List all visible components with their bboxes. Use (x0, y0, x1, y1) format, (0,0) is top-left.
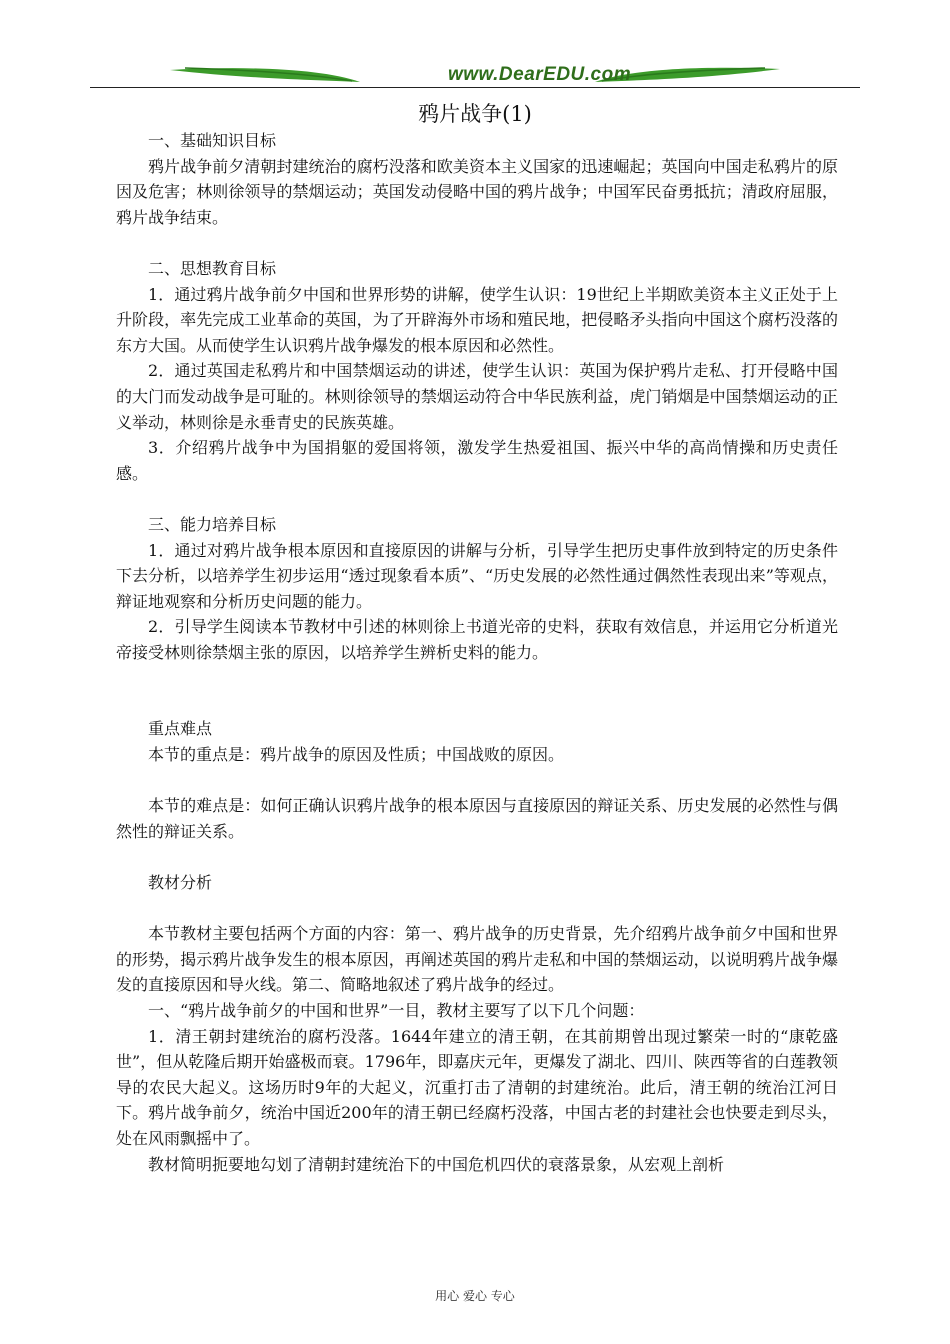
paragraph: 1．清王朝封建统治的腐朽没落。1644年建立的清王朝，在其前期曾出现过繁荣一时的“康乾盛世”，但从乾隆后期开始盛极而衰。1796年，即嘉庆元年，更爆发了湖北、四川、陕西等省的白莲教领导的农民大起义。这场历时9年的大起义，沉重打击了清朝的封建统治。此后，清王朝的统治江河日下。鸦片战争前夕，统治中国近200年的清王朝已经腐朽没落，中国古老的封建社会也快要走到尽头，处在风雨飘摇中了。 (116, 1026, 838, 1148)
paragraph: 本节教材主要包括两个方面的内容：第一、鸦片战争的历史背景，先介绍鸦片战争前夕中国和世界的形势，揭示鸦片战争发生的根本原因，再阐述英国的鸦片走私和中国的禁烟运动，以说明鸦片战争爆发的直接原因和导火线。第二、简略地叙述了鸦片战争的经过。 (116, 924, 838, 995)
paragraph: 一、“鸦片战争前夕的中国和世界”一目，教材主要写了以下几个问题： (148, 1001, 645, 1020)
paragraph: 教材简明扼要地勾划了清朝封建统治下的中国危机四伏的衰落景象，从宏观上剖析 (148, 1154, 725, 1174)
paragraph: 鸦片战争前夕清朝封建统治的腐朽没落和欧美资本主义国家的迅速崛起；英国向中国走私鸦片的原因及危害；林则徐领导的禁烟运动；英国发动侵略中国的鸦片战争；中国军民奋勇抵抗；清政府屈服，鸦片战争结束。 (116, 156, 838, 227)
paragraph: 1．通过鸦片战争前夕中国和世界形势的讲解，使学生认识：19世纪上半期欧美资本主义正处于上升阶段，率先完成工业革命的英国，为了开辟海外市场和殖民地，把侵略矛头指向中国这个腐朽没落的东方大国。从而使学生认识鸦片战争爆发的根本原因和必然性。 (116, 284, 838, 355)
section-heading: 教材分析 (148, 873, 213, 893)
section-heading: 三、能力培养目标 (148, 514, 277, 534)
header-divider (90, 87, 860, 88)
document-body (116, 128, 838, 1177)
section-heading: 二、思想教育目标 (148, 258, 277, 278)
page-footer: 用心 爱心 专心 (435, 1289, 515, 1303)
document-title: 鸦片战争(1) (418, 102, 532, 126)
paragraph: 3．介绍鸦片战争中为国捐躯的爱国将领，激发学生热爱祖国、振兴中华的高尚情操和历史责任感。 (116, 438, 838, 483)
site-brand[interactable]: www.DearEDU.com (448, 64, 632, 85)
section-heading: 一、基础知识目标 (148, 131, 277, 150)
section-heading: 重点难点 (148, 719, 213, 739)
paragraph: 1．通过对鸦片战争根本原因和直接原因的讲解与分析，引导学生把历史事件放到特定的历史条件下去分析，以培养学生初步运用“透过现象看本质”、“历史发展的必然性通过偶然性表现出来”等观点，辩证地观察和分析历史问题的能力。 (116, 540, 838, 611)
paragraph: 本节的重点是：鸦片战争的原因及性质；中国战败的原因。 (148, 745, 565, 765)
paragraph: 本节的难点是：如何正确认识鸦片战争的根本原因与直接原因的辩证关系、历史发展的必然性与偶然性的辩证关系。 (116, 796, 838, 841)
paragraph: 2．引导学生阅读本节教材中引述的林则徐上书道光帝的史料，获取有效信息，并运用它分析道光帝接受林则徐禁烟主张的原因，以培养学生辨析史料的能力。 (116, 617, 838, 662)
paragraph: 2．通过英国走私鸦片和中国禁烟运动的讲述，使学生认识：英国为保护鸦片走私、打开侵略中国的大门而发动战争是可耻的。林则徐领导的禁烟运动符合中华民族利益，虎门销烟是中国禁烟运动的正义举动，林则徐是永垂青史的民族英雄。 (116, 361, 838, 432)
